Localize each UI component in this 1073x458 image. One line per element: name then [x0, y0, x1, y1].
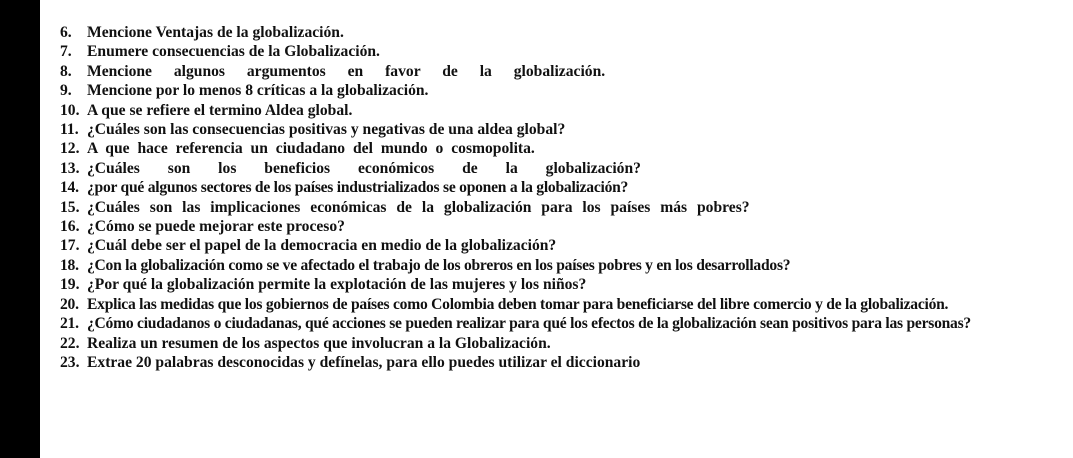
question-number: 13.: [60, 159, 80, 177]
question-text: ¿Cómo ciudadanos o ciudadanas, qué acciones se pueden realizar para qué los efectos de la globalización sean positivos para las personas?: [87, 315, 971, 333]
question-item: [60, 314, 1065, 333]
question-text: ¿Cuáles son las implicaciones económicas de la globalización para los países más pobres?: [87, 198, 750, 216]
question-number: 8.: [60, 62, 72, 80]
question-text: A que se refiere el termino Aldea global.: [87, 101, 353, 119]
question-item: [60, 139, 1065, 158]
question-text: ¿Por qué la globalización permite la explotación de las mujeres y los niños?: [87, 276, 587, 294]
question-number: 23.: [60, 353, 80, 371]
question-number: 20.: [60, 295, 79, 313]
question-item: [60, 217, 1065, 236]
question-item: [60, 62, 1065, 81]
question-item: [60, 23, 1065, 42]
question-item: [60, 42, 1065, 61]
question-list: [60, 23, 1065, 372]
question-item: [60, 353, 1065, 372]
question-text: ¿Cuáles son los beneficios económicos de la globalización?: [87, 159, 641, 177]
question-text: Extrae 20 palabras desconocidas y defínelas, para ello puedes utilizar el diccionario: [87, 353, 641, 371]
question-number: 22.: [60, 334, 80, 352]
question-item: [60, 256, 1065, 275]
question-item: [60, 101, 1065, 120]
question-item: [60, 198, 1065, 217]
question-text: ¿por qué algunos sectores de los países industrializados se oponen a la globalización?: [87, 179, 629, 197]
question-number: 15.: [60, 198, 80, 216]
document-page: [40, 0, 1073, 458]
question-text: Enumere consecuencias de la Globalización.: [87, 43, 380, 61]
question-number: 18.: [60, 256, 79, 274]
question-number: 11.: [60, 121, 79, 139]
question-text: Realiza un resumen de los aspectos que involucran a la Globalización.: [87, 334, 551, 352]
question-number: 16.: [60, 218, 80, 236]
question-number: 6.: [60, 24, 72, 41]
question-number: 7.: [60, 43, 72, 61]
question-text: A que hace referencia un ciudadano del mundo o cosmopolita.: [87, 140, 535, 158]
question-item: [60, 178, 1065, 197]
question-item: [60, 120, 1065, 139]
question-text: ¿Cuáles son las consecuencias positivas y negativas de una aldea global?: [87, 121, 566, 139]
question-item: [60, 275, 1065, 294]
question-text: Mencione Ventajas de la globalización.: [87, 24, 344, 41]
question-text: Explica las medidas que los gobiernos de países como Colombia deben tomar para beneficiarse del libre comercio y de la globalización.: [87, 295, 949, 313]
question-item: [60, 159, 1065, 178]
question-number: 10.: [60, 101, 80, 119]
question-number: 14.: [60, 179, 79, 197]
question-number: 19.: [60, 276, 80, 294]
question-item: [60, 236, 1065, 255]
question-text: Mencione algunos argumentos en favor de la globalización.: [87, 62, 606, 80]
question-text: ¿Cuál debe ser el papel de la democracia en medio de la globalización?: [87, 237, 557, 255]
question-text: ¿Con la globalización como se ve afectado el trabajo de los obreros en los países pobres y en los desarrollados?: [87, 256, 791, 274]
question-item: [60, 295, 1065, 314]
question-number: 9.: [60, 82, 72, 100]
question-item: [60, 81, 1065, 100]
question-item: [60, 334, 1065, 353]
question-number: 12.: [60, 140, 80, 158]
question-number: 21.: [60, 315, 79, 333]
question-text: ¿Cómo se puede mejorar este proceso?: [87, 218, 345, 236]
question-text: Mencione por lo menos 8 críticas a la globalización.: [87, 82, 429, 100]
question-number: 17.: [60, 237, 80, 255]
